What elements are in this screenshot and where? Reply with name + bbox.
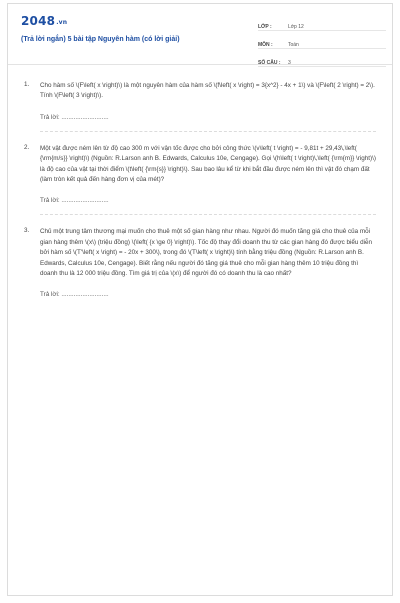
document-page bbox=[7, 3, 393, 596]
meta-label: MÔN : bbox=[258, 42, 273, 48]
answer-line[interactable]: Trả lời: ........................... bbox=[40, 197, 109, 205]
meta-row-count bbox=[258, 52, 386, 67]
logo-text: 2048 bbox=[21, 14, 56, 28]
meta-row-class bbox=[258, 16, 386, 31]
logo-tld: .vn bbox=[56, 19, 68, 26]
meta-row-subject bbox=[258, 34, 386, 49]
question-text: Chủ một trung tâm thương mại muốn cho thuê một số gian hàng như nhau. Người đó muốn tăng giá cho thuê của mỗi gian hàng thêm \(x\) (triệu đồng) \(\left( {x \ge 0} \right)\). Tốc độ thay đổi doanh thu từ các gian hàng đó được biểu diễn bởi hàm số \(T'\left( x \right) = - 20x + 300\), trong đó \(T\left( x \right)\) tính bằng triệu đồng (Nguồn: R.Larson anh B. Edwards, Calculus 10e, Cengage). Biết rằng nếu người đó tăng giá thuê cho mỗi gian hàng thêm 10 triệu đồng thì doanh thu là 12 000 triệu đồng. Tìm giá trị của \(x\) để người đó có doanh thu là cao nhất? bbox=[40, 228, 373, 278]
question-item bbox=[24, 144, 376, 205]
question-text: Cho hàm số \(F\left( x \right)\) là một nguyên hàm của hàm số \(f\left( x \right) = 3{x^2} - 4x + 1\) và \(F\left( 2 \right) = 2\). Tính \(F\left( 3 \right)\). bbox=[40, 82, 375, 100]
question-number: 2. bbox=[24, 143, 30, 151]
document-meta bbox=[258, 16, 386, 70]
question-item bbox=[24, 227, 376, 298]
meta-label: SỐ CÂU : bbox=[258, 60, 281, 66]
document-title: (Trả lời ngắn) 5 bài tập Nguyên hàm (có lời giải) bbox=[21, 36, 180, 43]
meta-value: Lớp 12 bbox=[288, 24, 304, 30]
question-number: 3. bbox=[24, 227, 30, 235]
answer-line[interactable]: Trả lời: ........................... bbox=[40, 291, 109, 299]
meta-value: Toán bbox=[288, 42, 299, 48]
question-body bbox=[40, 81, 376, 121]
question-list bbox=[8, 65, 392, 298]
question-item bbox=[24, 81, 376, 121]
question-number: 1. bbox=[24, 81, 30, 88]
meta-label: LỚP : bbox=[258, 24, 272, 30]
question-body bbox=[40, 227, 376, 298]
question-divider bbox=[40, 131, 376, 132]
answer-line[interactable]: Trả lời: ........................... bbox=[40, 113, 109, 121]
question-body bbox=[40, 144, 376, 205]
meta-value: 3 bbox=[288, 60, 291, 66]
question-divider bbox=[40, 214, 376, 215]
question-text: Một vật được ném lên từ độ cao 300 m với vận tốc được cho bởi công thức \(v\left( t \right) = - 9,81t + 29,43\,\left( {\rm{m/s}} \right)\) (Nguồn: R.Larson anh B. Edwards, Calculus 10e, Cengage). Gọi \(h\left( t \right)\,\left( {\rm{m}} \right)\) là độ cao của vật tại thời điểm \(t\left( {\rm{s}} \right)\). Sau bao lâu kể từ khi bắt đầu được ném lên thì vật đó chạm đất (làm tròn kết quả đến hàng đơn vị của mét)? bbox=[40, 144, 376, 184]
document-header bbox=[8, 4, 392, 65]
site-logo[interactable] bbox=[21, 14, 67, 28]
